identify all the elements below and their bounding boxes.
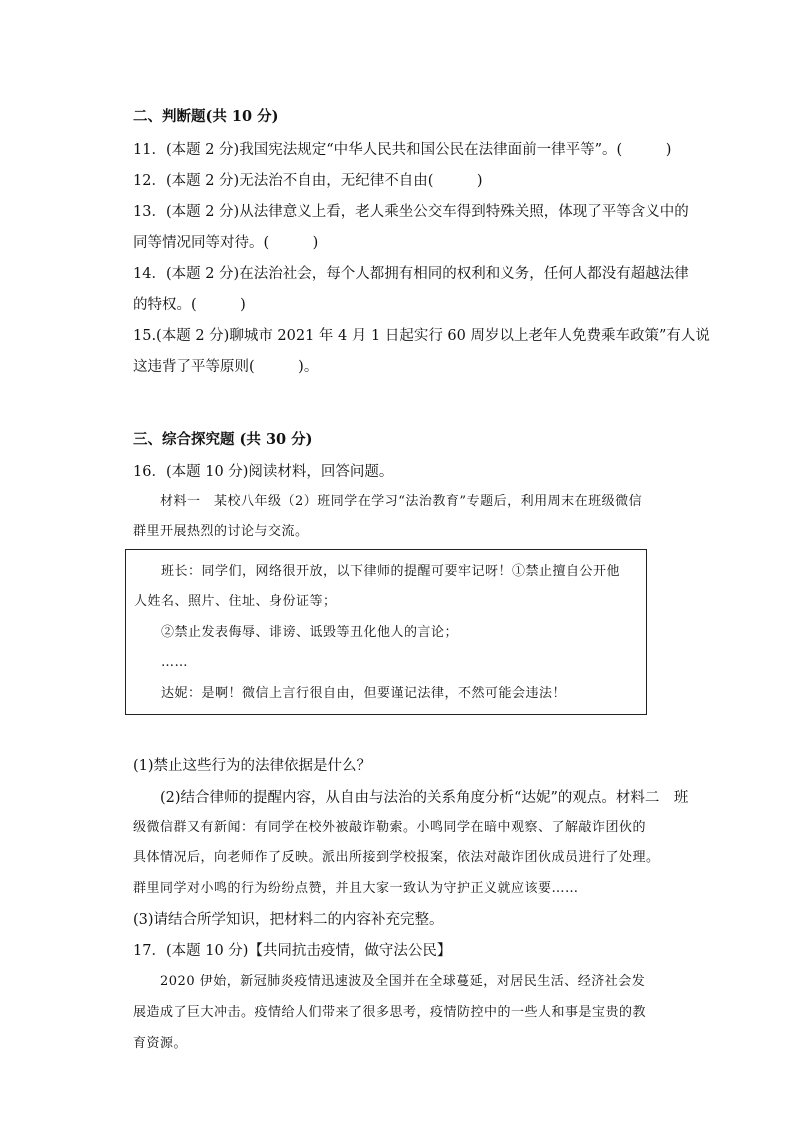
question-16-title: 16．(本题 10 分)阅读材料，回答问题。: [133, 464, 394, 480]
material1-line2: 群里开展热烈的讨论与交流。: [133, 524, 309, 539]
question-13-line2: 同等情况同等对待。( ): [133, 235, 319, 251]
chat-line-monitor-3: ②禁止发表侮辱、诽谤、诋毁等丑化他人的言论；: [161, 625, 459, 640]
question-16-1: (1)禁止这些行为的法律依据是什么？: [133, 758, 372, 774]
chat-line-ellipsis: ……: [161, 655, 188, 670]
question-17-title: 17．(本题 10 分)【共同抗击疫情，做守法公民】: [133, 943, 452, 959]
chat-line-dani: 达妮：是啊！微信上言行很自由，但要谨记法律，不然可能会违法！: [161, 686, 567, 701]
wechat-chat-box: [125, 549, 647, 715]
question-14-line1: 14．(本题 2 分)在法治社会，每个人都拥有相同的权利和义务，任何人都没有超越法律: [133, 266, 689, 282]
section3-heading: 三、综合探究题 (共 30 分): [133, 431, 313, 448]
question-15-line2: 这违背了平等原则( )。: [133, 359, 319, 375]
question-12: 12．(本题 2 分)无法治不自由，无纪律不自由( ): [133, 173, 483, 189]
material1-line1: 材料一 某校八年级（2）班同学在学习“法治教育”专题后，利用周末在班级微信: [160, 494, 643, 509]
question-17-text-line2: 展造成了巨大冲击。疫情给人们带来了很多思考，疫情防控中的一些人和事是宝贵的教: [133, 1005, 647, 1020]
question-17-text-line3: 育资源。: [133, 1036, 188, 1051]
section2-heading: 二、判断题(共 10 分): [133, 108, 279, 125]
material2-line2: 具体情况后，向老师作了反映。派出所接到学校报案，依法对敲诈团伙成员进行了处理。: [133, 850, 660, 865]
material2-line1: 级微信群又有新闻：有同学在校外被敲诈勒索。小鸣同学在暗中观察、了解敲诈团伙的: [133, 820, 647, 835]
material2-line3: 群里同学对小鸣的行为纷纷点赞，并且大家一致认为守护正义就应该要……: [133, 881, 579, 896]
question-14-line2: 的特权。( ): [133, 297, 246, 313]
question-17-text-line1: 2020 伊始，新冠肺炎疫情迅速波及全国并在全球蔓延，对居民生活、经济社会发: [160, 974, 646, 989]
chat-line-monitor-1: 班长：同学们，网络很开放，以下律师的提醒可要牢记呀！①禁止擅自公开他: [161, 564, 621, 579]
question-15-line1: 15.(本题 2 分)聊城市 2021 年 4 月 1 日起实行 60 周岁以上老年人免费乘车政策”有人说: [133, 328, 710, 344]
question-16-2-line1: (2)结合律师的提醒内容，从自由与法治的关系角度分析“达妮”的观点。材料二 班: [160, 790, 689, 806]
question-16-3: (3)请结合所学知识，把材料二的内容补充完整。: [133, 912, 444, 928]
question-11: 11．(本题 2 分)我国宪法规定“中华人民共和国公民在法律面前一律平等”。( ): [133, 142, 672, 158]
question-13-line1: 13．(本题 2 分)从法律意义上看，老人乘坐公交车得到特殊关照，体现了平等含义中的: [133, 204, 689, 220]
chat-line-monitor-2: 人姓名、照片、住址、身份证等；: [134, 594, 337, 609]
